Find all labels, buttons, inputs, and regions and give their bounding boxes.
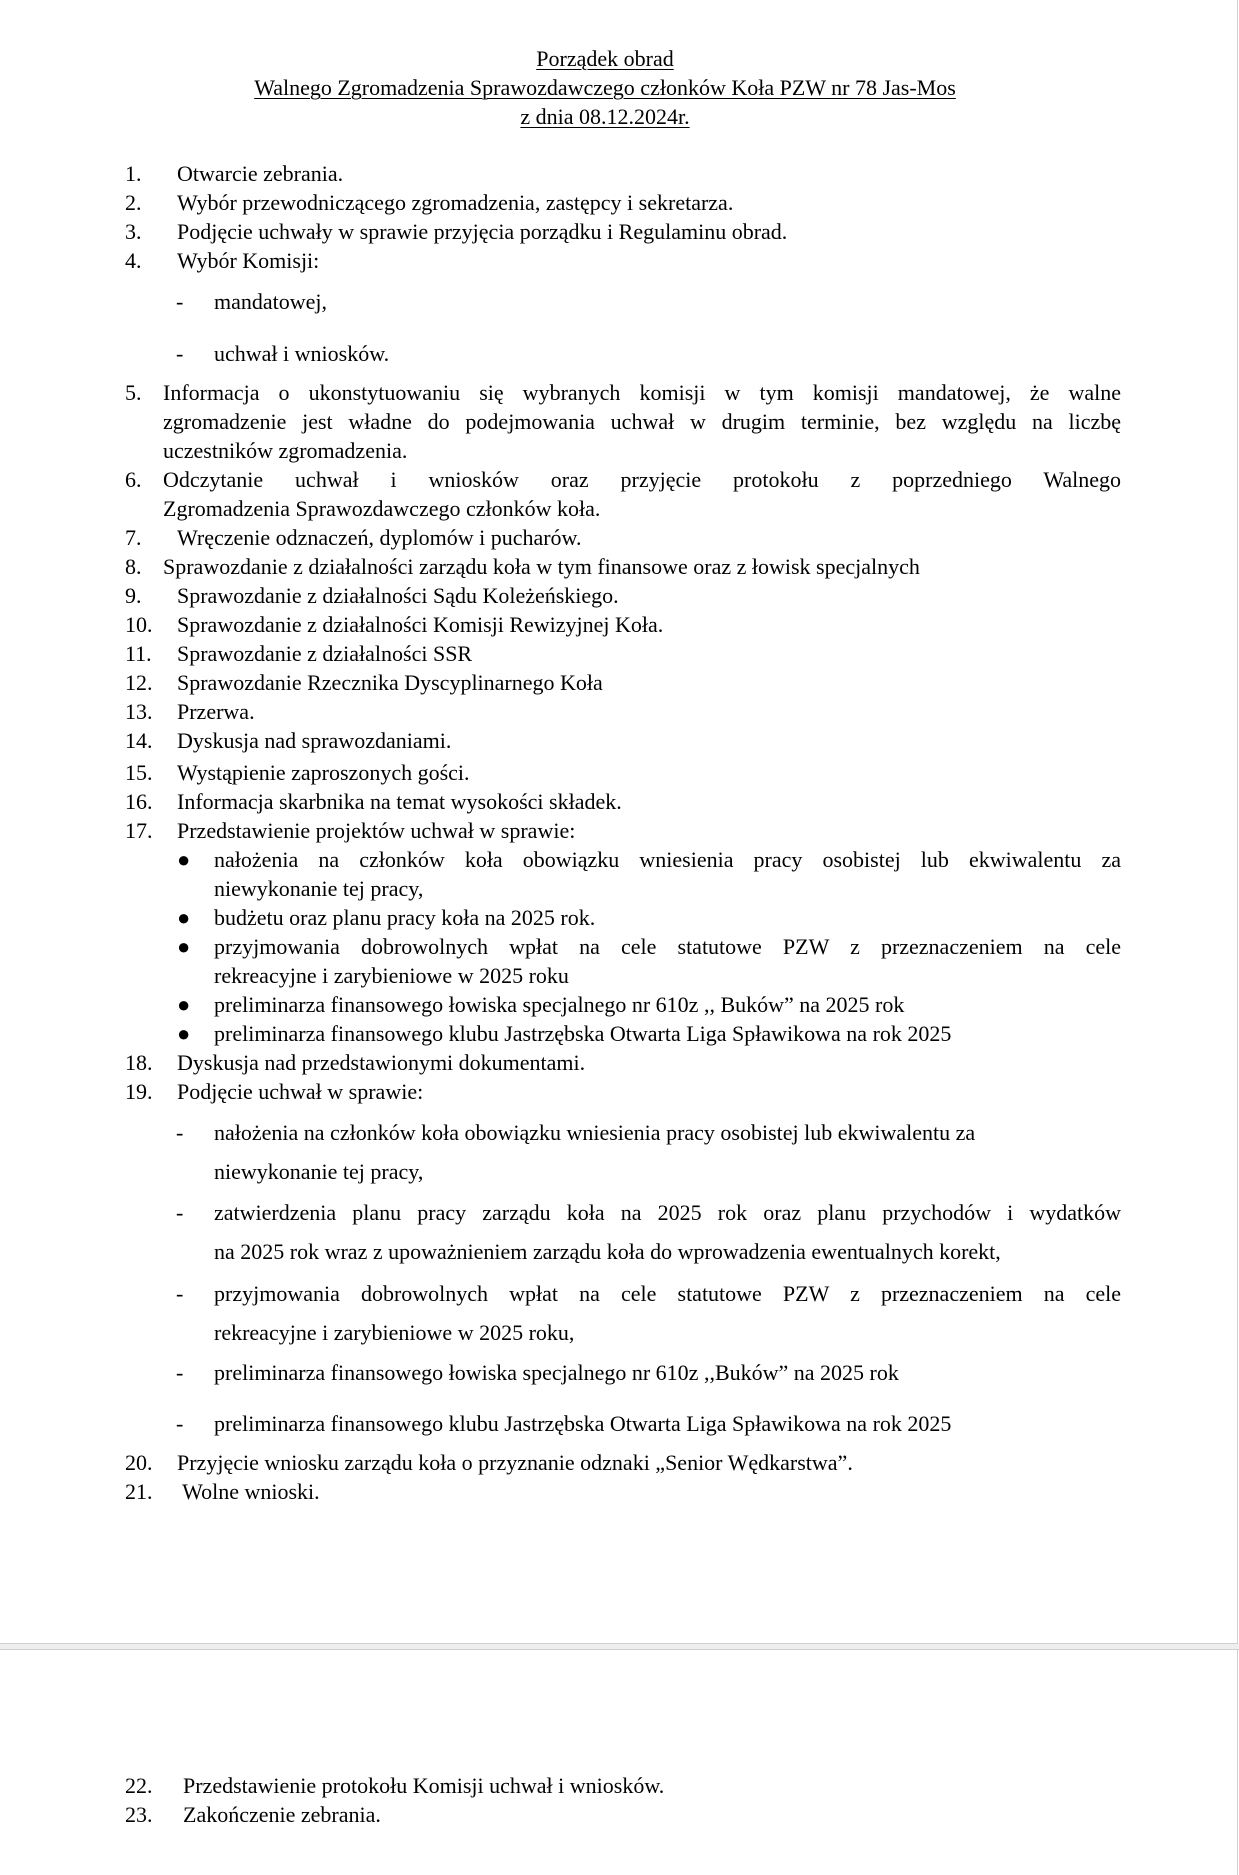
item-number: 11. xyxy=(125,641,152,666)
sub-item-text: preliminarza finansowego łowiska specjalnego nr 610z ,,Buków” na 2025 rok xyxy=(214,1360,899,1385)
item-number: 1. xyxy=(125,161,142,186)
item-number: 5. xyxy=(125,380,142,405)
item-text: Wystąpienie zaproszonych gości. xyxy=(177,760,470,785)
item-number: 17. xyxy=(125,818,153,843)
bullet-text: preliminarza finansowego łowiska specjalnego nr 610z ,, Buków” na 2025 rok xyxy=(214,992,905,1017)
dash-marker: - xyxy=(176,1411,184,1436)
item-text: Sprawozdanie z działalności SSR xyxy=(177,641,473,666)
item-text: Sprawozdanie Rzecznika Dyscyplinarnego Koła xyxy=(177,670,603,695)
item-number: 4. xyxy=(125,248,142,273)
dash-marker: - xyxy=(176,1360,184,1385)
sub-item-text: na 2025 rok wraz z upoważnieniem zarządu koła do wprowadzenia ewentualnych korekt, xyxy=(214,1239,1001,1264)
item-text: Zgromadzenia Sprawozdawczego członków koła. xyxy=(163,496,601,521)
item-number: 3. xyxy=(125,219,142,244)
dash-marker: - xyxy=(176,1120,184,1145)
item-number: 15. xyxy=(125,760,153,785)
item-text: Informacja o ukonstytuowaniu się wybranych komisji w tym komisji mandatowej, że walne xyxy=(163,380,1121,405)
item-text: Przedstawienie projektów uchwał w sprawie: xyxy=(177,818,576,843)
item-text: Odczytanie uchwał i wniosków oraz przyjęcie protokołu z poprzedniego Walnego xyxy=(163,467,1121,492)
document-date: z dnia 08.12.2024r. xyxy=(520,104,690,129)
item-text: Sprawozdanie z działalności Komisji Rewizyjnej Koła. xyxy=(177,612,664,637)
item-number: 6. xyxy=(125,467,142,492)
item-number: 10. xyxy=(125,612,153,637)
item-number: 20. xyxy=(125,1450,153,1475)
bullet-text: przyjmowania dobrowolnych wpłat na cele statutowe PZW z przeznaczeniem na cele xyxy=(214,934,1121,959)
sub-item-text: przyjmowania dobrowolnych wpłat na cele statutowe PZW z przeznaczeniem na cele xyxy=(214,1281,1121,1306)
dash-marker: - xyxy=(176,341,184,366)
item-number: 21. xyxy=(125,1479,153,1504)
item-number: 12. xyxy=(125,670,153,695)
item-number: 18. xyxy=(125,1050,153,1075)
item-number: 2. xyxy=(125,190,142,215)
sub-item-text: nałożenia na członków koła obowiązku wniesienia pracy osobistej lub ekwiwalentu za xyxy=(214,1120,976,1145)
item-text: Zakończenie zebrania. xyxy=(183,1802,381,1827)
item-text: Przyjęcie wniosku zarządu koła o przyznanie odznaki „Senior Wędkarstwa”. xyxy=(177,1450,853,1475)
item-number: 14. xyxy=(125,728,153,753)
bullet-text: nałożenia na członków koła obowiązku wniesienia pracy osobistej lub ekwiwalentu za xyxy=(214,847,1121,872)
item-text: Sprawozdanie z działalności zarządu koła w tym finansowe oraz z łowisk specjalnych xyxy=(163,554,920,579)
dash-marker: - xyxy=(176,1281,184,1306)
sub-item-text: niewykonanie tej pracy, xyxy=(214,1159,424,1184)
sub-item-text: preliminarza finansowego klubu Jastrzębska Otwarta Liga Spławikowa na rok 2025 xyxy=(214,1411,952,1436)
document-page-2 xyxy=(0,1650,1238,1875)
item-number: 22. xyxy=(125,1773,153,1798)
document-title: Porządek obrad xyxy=(536,46,674,71)
item-text: Sprawozdanie z działalności Sądu Koleżeńskiego. xyxy=(177,583,619,608)
item-number: 8. xyxy=(125,554,142,579)
item-text: Wybór Komisji: xyxy=(177,248,320,273)
sub-item-text: uchwał i wniosków. xyxy=(214,341,390,366)
item-number: 23. xyxy=(125,1802,153,1827)
item-text: Podjęcie uchwały w sprawie przyjęcia porządku i Regulaminu obrad. xyxy=(177,219,788,244)
sub-item-text: zatwierdzenia planu pracy zarządu koła na 2025 rok oraz planu przychodów i wydatków xyxy=(214,1200,1121,1225)
bullet-marker: ● xyxy=(177,905,191,930)
item-text: zgromadzenie jest władne do podejmowania uchwał w drugim terminie, bez względu na liczbę xyxy=(163,409,1121,434)
document-subtitle: Walnego Zgromadzenia Sprawozdawczego członków Koła PZW nr 78 Jas-Mos xyxy=(254,75,956,100)
sub-item-text: mandatowej, xyxy=(214,289,328,314)
item-number: 19. xyxy=(125,1079,153,1104)
bullet-marker: ● xyxy=(177,934,191,959)
item-text: uczestników zgromadzenia. xyxy=(163,438,408,463)
bullet-text: niewykonanie tej pracy, xyxy=(214,876,424,901)
item-number: 7. xyxy=(125,525,142,550)
item-text: Przedstawienie protokołu Komisji uchwał i wniosków. xyxy=(183,1773,665,1798)
item-text: Wręczenie odznaczeń, dyplomów i pucharów. xyxy=(177,525,582,550)
item-number: 13. xyxy=(125,699,153,724)
item-number: 9. xyxy=(125,583,142,608)
bullet-marker: ● xyxy=(177,1021,191,1046)
item-text: Wolne wnioski. xyxy=(177,1479,320,1504)
dash-marker: - xyxy=(176,1200,184,1225)
item-text: Podjęcie uchwał w sprawie: xyxy=(177,1079,424,1104)
bullet-text: budżetu oraz planu pracy koła na 2025 rok. xyxy=(214,905,596,930)
bullet-text: preliminarza finansowego klubu Jastrzębska Otwarta Liga Spławikowa na rok 2025 xyxy=(214,1021,952,1046)
bullet-marker: ● xyxy=(177,847,191,872)
sub-item-text: rekreacyjne i zarybieniowe w 2025 roku, xyxy=(214,1320,575,1345)
item-text: Dyskusja nad przedstawionymi dokumentami. xyxy=(177,1050,586,1075)
bullet-marker: ● xyxy=(177,992,191,1017)
item-text: Otwarcie zebrania. xyxy=(177,161,344,186)
bullet-text: rekreacyjne i zarybieniowe w 2025 roku xyxy=(214,963,569,988)
item-text: Wybór przewodniczącego zgromadzenia, zastępcy i sekretarza. xyxy=(177,190,734,215)
item-text: Informacja skarbnika na temat wysokości składek. xyxy=(177,789,622,814)
dash-marker: - xyxy=(176,289,184,314)
item-text: Dyskusja nad sprawozdaniami. xyxy=(177,728,452,753)
item-number: 16. xyxy=(125,789,153,814)
item-text: Przerwa. xyxy=(177,699,255,724)
